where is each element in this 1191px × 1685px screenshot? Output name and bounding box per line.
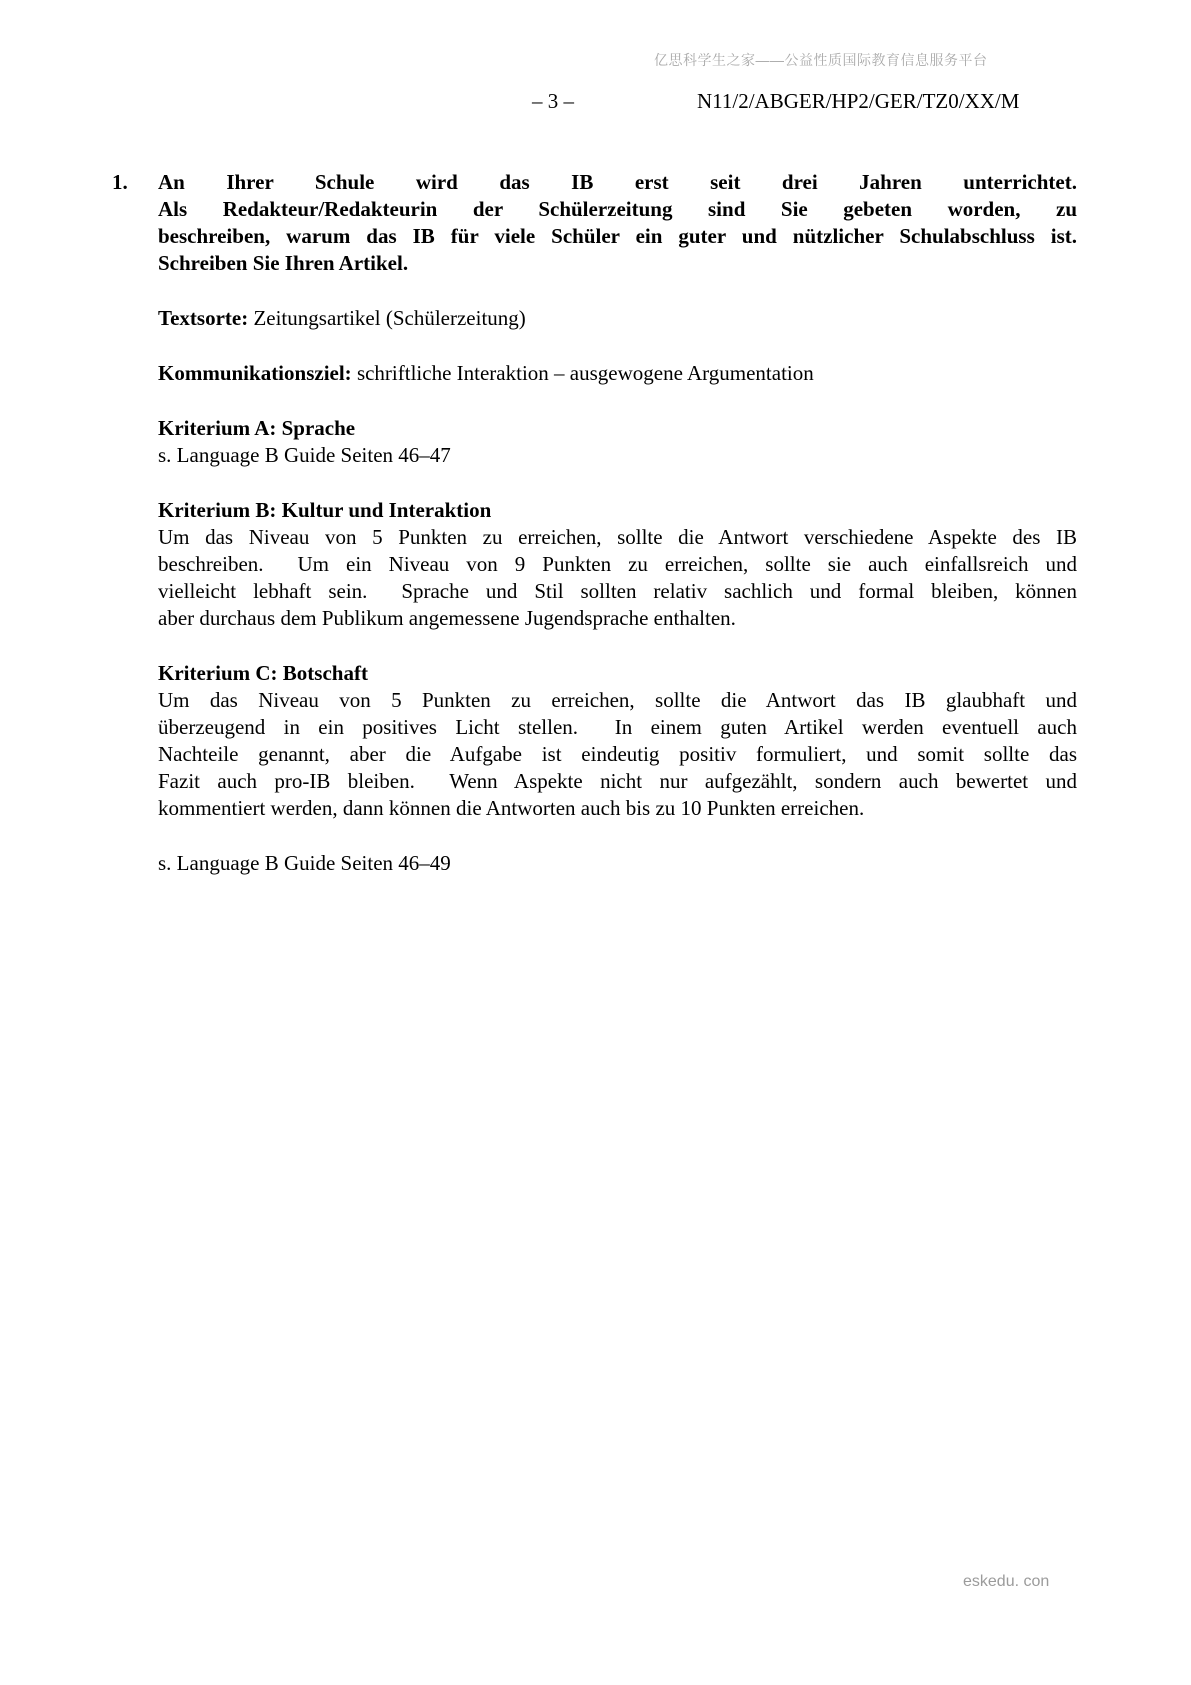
textsorte-value: Zeitungsartikel (Schülerzeitung) — [248, 306, 526, 330]
kriterium-b-text-line: Um das Niveau von 5 Punkten zu erreichen, sollte die Antwort verschiedene Aspekte des IB — [158, 525, 1077, 549]
kriterium-b-section — [158, 497, 1077, 632]
textsorte-line — [158, 305, 1077, 332]
kriterium-b-text-line: vielleicht lebhaft sein. Sprache und Stil sollten relativ sachlich und formal bleiben, können — [158, 579, 1077, 603]
question-text-line: beschreiben, warum das IB für viele Schüler ein guter und nützlicher Schulabschluss ist. — [158, 224, 1077, 248]
kriterium-c-text-line: kommentiert werden, dann können die Antworten auch bis zu 10 Punkten erreichen. — [158, 796, 865, 820]
question-number: 1. — [112, 170, 128, 194]
question-1 — [112, 169, 1077, 277]
kriterium-b-heading: Kriterium B: Kultur und Interaktion — [158, 498, 492, 522]
kriterium-b-text-line: aber durchaus dem Publikum angemessene Jugendsprache enthalten. — [158, 606, 736, 630]
kommunikationsziel-value: schriftliche Interaktion – ausgewogene Argumentation — [351, 361, 814, 385]
kommunikationsziel-line — [158, 360, 1077, 387]
kriterium-a-reference: s. Language B Guide Seiten 46–47 — [158, 443, 451, 467]
kriterium-c-text-line: überzeugend in ein positives Licht stellen. In einem guten Artikel werden eventuell auch — [158, 715, 1077, 739]
kriterium-a-section — [158, 415, 1077, 469]
question-text-line: Als Redakteur/Redakteurin der Schülerzeitung sind Sie gebeten worden, zu — [158, 197, 1077, 221]
guide-reference-line: s. Language B Guide Seiten 46–49 — [158, 851, 451, 875]
kriterium-c-heading: Kriterium C: Botschaft — [158, 661, 368, 685]
page-number: – 3 – — [532, 89, 574, 113]
kriterium-c-text-line: Um das Niveau von 5 Punkten zu erreichen, sollte die Antwort das IB glaubhaft und — [158, 688, 1077, 712]
textsorte-label: Textsorte: — [158, 306, 249, 330]
kommunikationsziel-label: Kommunikationsziel: — [158, 361, 352, 385]
question-text-line: Schreiben Sie Ihren Artikel. — [158, 251, 409, 275]
bottom-watermark: eskedu. con — [963, 1573, 1050, 1590]
question-text — [158, 169, 1077, 277]
kriterium-c-text-line: Nachteile genannt, aber die Aufgabe ist eindeutig positiv formuliert, und somit sollte das — [158, 742, 1077, 766]
kriterium-a-heading: Kriterium A: Sprache — [158, 416, 356, 440]
kriterium-c-section — [158, 660, 1077, 822]
kriterium-b-text-line: beschreiben. Um ein Niveau von 9 Punkten zu erreichen, sollte sie auch einfallsreich und — [158, 552, 1077, 576]
kriterium-c-text-line: Fazit auch pro-IB bleiben. Wenn Aspekte nicht nur aufgezählt, sondern auch bewertet und — [158, 769, 1077, 793]
document-content — [112, 169, 1077, 877]
question-text-line: An Ihrer Schule wird das IB erst seit drei Jahren unterrichtet. — [158, 170, 1077, 194]
top-watermark: 亿思科学生之家——公益性质国际教育信息服务平台 — [654, 52, 988, 68]
paper-code: N11/2/ABGER/HP2/GER/TZ0/XX/M — [697, 89, 1020, 113]
